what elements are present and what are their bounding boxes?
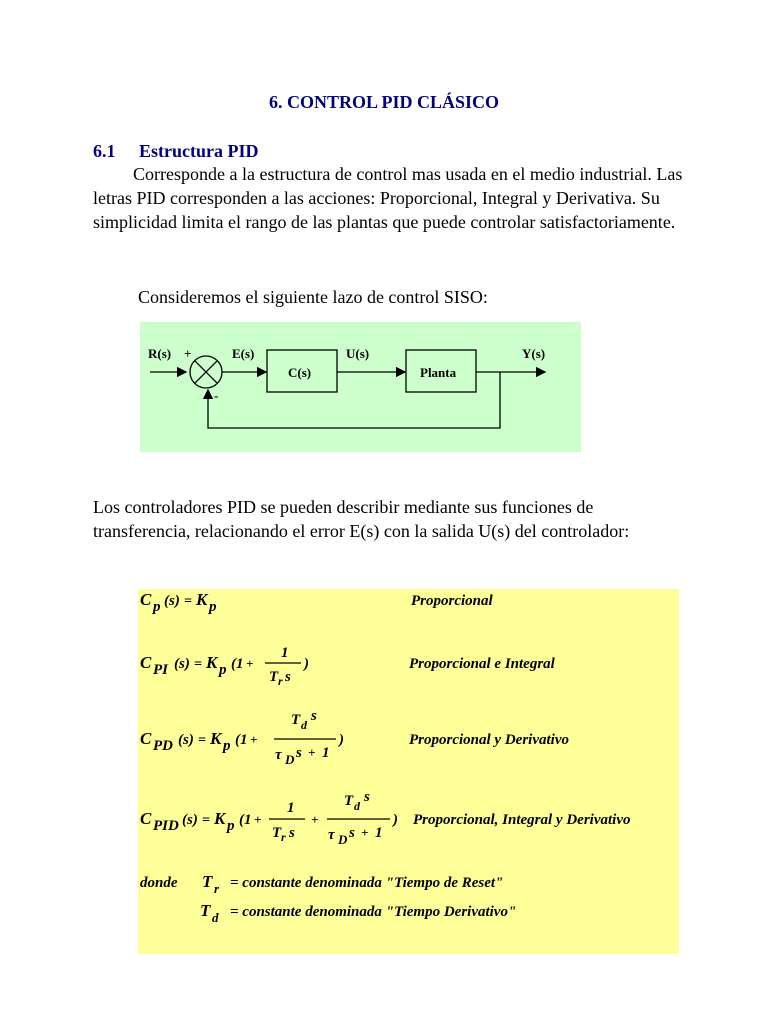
svg-text:T: T [202,872,213,891]
svg-text:τ: τ [275,747,282,763]
svg-text:r: r [281,830,286,844]
label-proporcional-integral: Proporcional e Integral [409,656,555,672]
u-label: U(s) [346,346,370,361]
description-paragraph: Los controladores PID se pueden describir mediante sus funciones de transferencia, relacionando el error E(s) con la salida U(s) del controlador: [93,497,630,541]
svg-text:d: d [354,799,360,813]
svg-text:D: D [338,832,348,847]
svg-text:s: s [311,708,317,724]
svg-text:): ) [393,812,398,828]
svg-text:p: p [209,599,217,615]
block-diagram-svg [140,322,581,452]
page-title: 6. CONTROL PID CLÁSICO [268,92,500,112]
plant-label: Planta [420,365,457,380]
donde-label: donde [140,875,178,891]
tr-definition: = constante denominada "Tiempo de Reset" [230,875,504,891]
svg-text:T: T [200,901,211,920]
svg-text:+: + [308,745,316,760]
svg-text:(1: (1 [231,656,244,672]
svg-text:+: + [246,656,254,671]
svg-text:=: = [202,813,210,828]
section-title: Estructura PID [139,141,259,161]
svg-text:+: + [361,825,369,840]
svg-text:D: D [285,752,295,767]
svg-text:1: 1 [375,825,383,841]
svg-text:p: p [153,599,161,615]
svg-text:): ) [304,656,309,672]
y-label: Y(s) [522,346,546,361]
section-heading [93,141,259,162]
svg-text:T: T [291,712,301,728]
svg-text:PD: PD [153,738,173,754]
svg-text:PID: PID [153,818,179,834]
svg-text:d: d [212,910,219,925]
td-symbol [200,901,219,925]
svg-text:+: + [311,812,319,827]
svg-text:=: = [198,733,206,748]
svg-text:(s): (s) [164,593,180,609]
formula-pi [140,645,309,688]
svg-text:K: K [214,809,226,828]
svg-text:=: = [194,657,202,672]
label-proporcional-integral-derivativo: Proporcional, Integral y Derivativo [413,812,631,828]
svg-text:+: + [250,732,258,747]
svg-text:s: s [285,669,291,685]
r-label: R(s) [148,346,172,361]
svg-text:p: p [227,818,235,834]
consider-text: Consideremos el siguiente lazo de control SISO: [138,287,488,307]
label-proporcional-derivativo: Proporcional y Derivativo [409,732,569,748]
formula-pid [140,789,398,847]
svg-text:1: 1 [287,800,295,816]
svg-text:r: r [214,881,220,896]
td-definition: = constante denominada "Tiempo Derivativo" [230,904,517,920]
formula-pd [140,708,344,767]
svg-text:K: K [206,653,218,672]
minus-sign: - [214,388,219,403]
feedback-path [208,372,500,428]
svg-text:K: K [210,729,222,748]
svg-text:PI: PI [153,662,168,678]
svg-text:C: C [140,809,152,828]
svg-text:s: s [296,745,302,761]
svg-text:C: C [140,653,152,672]
intro-paragraph: Corresponde a la estructura de control mas usada en el medio industrial. Las letras PID corresponden a las acciones: Proporcional, Integral y Derivativa. Su simplicidad limita el rango de las plantas que puede controlar satisfactoriamente. [93,164,683,232]
block-diagram [140,322,581,452]
svg-text:(s): (s) [182,812,198,828]
svg-text:T: T [344,793,354,809]
svg-text:C: C [140,590,152,609]
formula-p [140,590,217,615]
svg-text:): ) [339,732,344,748]
svg-text:(s): (s) [174,656,190,672]
label-proporcional: Proporcional [411,593,493,609]
svg-text:1: 1 [322,745,330,761]
svg-text:p: p [219,662,227,678]
formula-svg [138,589,679,954]
plus-sign: + [184,346,192,361]
svg-text:+: + [254,812,262,827]
svg-text:(1: (1 [235,732,248,748]
svg-text:(1: (1 [239,812,252,828]
e-label: E(s) [232,346,255,361]
svg-text:T: T [269,669,279,685]
svg-text:K: K [196,590,208,609]
svg-text:C: C [140,729,152,748]
formula-box [138,589,679,954]
svg-text:d: d [301,718,307,732]
svg-text:r: r [278,674,283,688]
svg-text:s: s [364,789,370,805]
controller-label: C(s) [288,365,312,380]
svg-text:1: 1 [281,645,289,661]
section-number: 6.1 [93,141,116,161]
svg-text:s: s [289,825,295,841]
svg-text:=: = [184,594,192,609]
svg-text:τ: τ [328,827,335,843]
svg-text:(s): (s) [178,732,194,748]
tr-symbol [202,872,220,896]
svg-text:s: s [349,825,355,841]
svg-text:T: T [272,825,282,841]
svg-text:p: p [223,738,231,754]
